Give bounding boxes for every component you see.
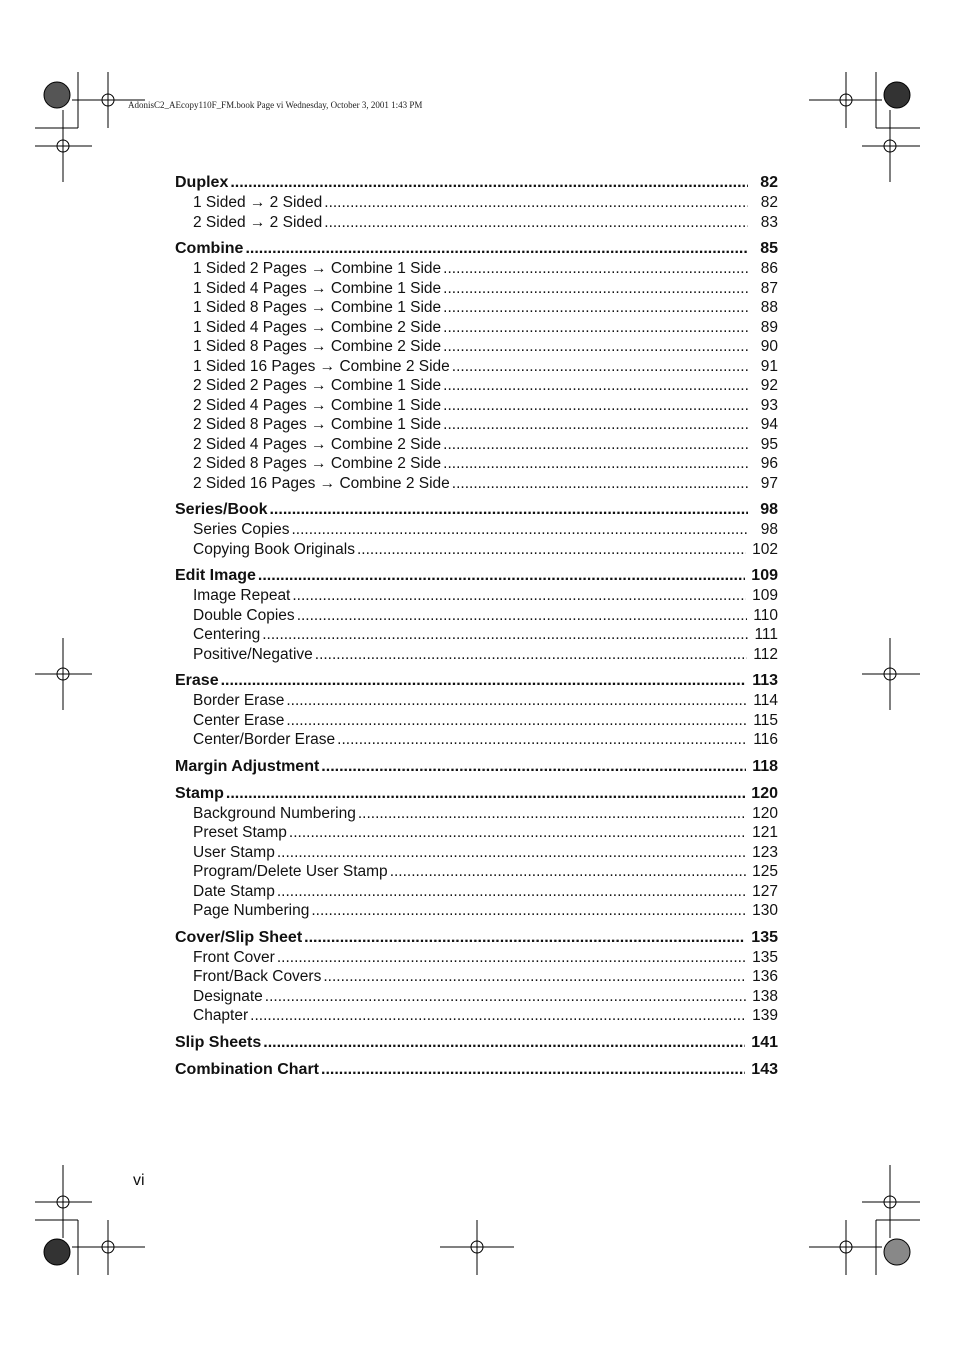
toc-subentry-page: 110 xyxy=(753,606,778,624)
leader-dots xyxy=(230,172,748,193)
toc-subentry-title: 2 Sided 2 Pages → Combine 1 Side xyxy=(193,377,442,394)
leader-dots xyxy=(337,730,747,750)
toc-entry-sub[interactable] xyxy=(175,193,778,213)
toc-subentry-title: 1 Sided → 2 Sided xyxy=(193,194,323,211)
toc-entry-main[interactable] xyxy=(175,927,778,948)
table-of-contents xyxy=(175,172,778,1086)
toc-entry-sub[interactable] xyxy=(175,625,778,645)
leader-dots xyxy=(277,843,746,863)
leader-dots xyxy=(245,238,748,259)
leader-dots xyxy=(277,882,746,902)
page-number: vi xyxy=(133,1172,145,1189)
toc-subentry-page: 98 xyxy=(760,521,778,538)
toc-entry-sub[interactable] xyxy=(175,882,778,902)
toc-entry-sub[interactable] xyxy=(175,337,778,357)
toc-entry-sub[interactable] xyxy=(175,474,778,494)
toc-subentry-page: 88 xyxy=(760,299,778,316)
toc-subentry-title: 2 Sided → 2 Sided xyxy=(193,213,323,231)
toc-subentry-title: Image Repeat xyxy=(193,587,291,604)
toc-entry-sub[interactable] xyxy=(175,279,778,299)
toc-subentry-title: User Stamp xyxy=(193,843,275,861)
leader-dots xyxy=(357,540,746,560)
leader-dots xyxy=(265,987,746,1007)
toc-entry-sub[interactable] xyxy=(175,804,778,824)
toc-entry-sub[interactable] xyxy=(175,901,778,921)
toc-section xyxy=(175,927,778,1026)
toc-subentry-page: 139 xyxy=(752,1007,778,1024)
toc-subentry-page: 138 xyxy=(752,987,778,1005)
toc-section xyxy=(175,565,778,664)
toc-subentry-page: 96 xyxy=(760,455,778,472)
toc-subentry-title: Center/Border Erase xyxy=(193,731,336,748)
toc-entry-sub[interactable] xyxy=(175,711,778,731)
toc-section xyxy=(175,238,778,493)
toc-subentry-title: 1 Sided 4 Pages → Combine 1 Side xyxy=(193,279,442,297)
toc-entry-main[interactable] xyxy=(175,1059,778,1080)
leader-dots xyxy=(443,376,748,396)
leader-dots xyxy=(258,565,745,586)
toc-subentry-page: 94 xyxy=(760,416,778,433)
leader-dots xyxy=(292,520,749,540)
toc-subentry-page: 135 xyxy=(752,948,778,966)
leader-dots xyxy=(452,357,748,377)
leader-dots xyxy=(452,474,748,494)
toc-subentry-page: 86 xyxy=(760,260,778,277)
toc-subentry-page: 136 xyxy=(752,968,778,985)
toc-entry-title: Slip Sheets xyxy=(175,1033,262,1051)
toc-entry-sub[interactable] xyxy=(175,862,778,882)
toc-subentry-page: 91 xyxy=(760,357,778,375)
leader-dots xyxy=(443,337,748,357)
toc-entry-main[interactable] xyxy=(175,756,778,777)
toc-entry-page: 135 xyxy=(751,928,778,946)
toc-entry-title: Erase xyxy=(175,672,219,689)
toc-entry-sub[interactable] xyxy=(175,606,778,626)
toc-entry-title: Edit Image xyxy=(175,567,256,584)
toc-subentry-page: 102 xyxy=(752,540,778,558)
toc-subentry-title: Page Numbering xyxy=(193,902,310,919)
toc-subentry-page: 83 xyxy=(760,213,778,231)
leader-dots xyxy=(226,783,745,804)
toc-subentry-title: 2 Sided 8 Pages → Combine 1 Side xyxy=(193,416,442,433)
toc-entry-title: Combine xyxy=(175,240,244,257)
toc-subentry-title: Front/Back Covers xyxy=(193,968,322,985)
toc-entry-sub[interactable] xyxy=(175,454,778,474)
toc-entry-sub[interactable] xyxy=(175,415,778,435)
toc-section xyxy=(175,499,778,559)
toc-subentry-page: 111 xyxy=(754,626,778,643)
toc-subentry-page: 82 xyxy=(760,194,778,211)
leader-dots xyxy=(358,804,746,824)
toc-entry-page: 118 xyxy=(752,757,778,775)
toc-entry-title: Cover/Slip Sheet xyxy=(175,928,303,946)
toc-entry-main[interactable] xyxy=(175,1032,778,1053)
leader-dots xyxy=(443,279,748,299)
toc-entry-sub[interactable] xyxy=(175,396,778,416)
toc-entry-page: 141 xyxy=(751,1033,778,1051)
toc-subentry-page: 87 xyxy=(760,279,778,297)
toc-subentry-page: 112 xyxy=(753,645,778,663)
toc-subentry-title: 1 Sided 8 Pages → Combine 1 Side xyxy=(193,299,442,316)
toc-subentry-title: 2 Sided 8 Pages → Combine 2 Side xyxy=(193,455,442,472)
leader-dots xyxy=(443,454,748,474)
toc-entry-main[interactable] xyxy=(175,172,778,193)
toc-subentry-page: 121 xyxy=(752,824,778,841)
toc-subentry-page: 93 xyxy=(760,396,778,414)
toc-entry-main[interactable] xyxy=(175,238,778,259)
toc-entry-sub[interactable] xyxy=(175,540,778,560)
toc-entry-sub[interactable] xyxy=(175,376,778,396)
file-header: AdonisC2_AEcopy110F_FM.book Page vi Wednesday, October 3, 2001 1:43 PM xyxy=(128,100,423,110)
leader-dots xyxy=(390,862,746,882)
leader-dots xyxy=(321,1059,745,1080)
leader-dots xyxy=(311,901,746,921)
toc-section xyxy=(175,783,778,921)
toc-subentry-title: Positive/Negative xyxy=(193,645,313,663)
toc-subentry-title: 1 Sided 16 Pages → Combine 2 Side xyxy=(193,357,450,375)
toc-subentry-title: 1 Sided 2 Pages → Combine 1 Side xyxy=(193,260,442,277)
leader-dots xyxy=(262,625,748,645)
toc-subentry-title: Designate xyxy=(193,987,263,1005)
toc-entry-sub[interactable] xyxy=(175,843,778,863)
toc-entry-main[interactable] xyxy=(175,499,778,520)
toc-subentry-page: 127 xyxy=(752,882,778,900)
toc-entry-sub[interactable] xyxy=(175,1006,778,1026)
toc-entry-sub[interactable] xyxy=(175,259,778,279)
toc-entry-main[interactable] xyxy=(175,565,778,586)
toc-subentry-page: 92 xyxy=(760,377,778,394)
toc-subentry-title: Centering xyxy=(193,626,261,643)
toc-entry-page: 143 xyxy=(751,1060,778,1078)
leader-dots xyxy=(292,586,746,606)
toc-entry-title: Combination Chart xyxy=(175,1060,319,1078)
toc-entry-sub[interactable] xyxy=(175,520,778,540)
toc-entry-sub[interactable] xyxy=(175,298,778,318)
toc-entry-sub[interactable] xyxy=(175,318,778,338)
toc-entry-title: Stamp xyxy=(175,784,224,802)
toc-subentry-page: 89 xyxy=(760,318,778,336)
toc-subentry-title: Copying Book Originals xyxy=(193,540,355,558)
toc-entry-page: 109 xyxy=(751,567,778,584)
leader-dots xyxy=(221,670,747,691)
toc-entry-sub[interactable] xyxy=(175,213,778,233)
toc-section xyxy=(175,756,778,777)
leader-dots xyxy=(443,396,748,416)
toc-subentry-page: 130 xyxy=(752,902,778,919)
toc-entry-main[interactable] xyxy=(175,670,778,691)
toc-entry-page: 113 xyxy=(752,672,778,689)
toc-subentry-page: 95 xyxy=(760,435,778,453)
toc-subentry-title: Preset Stamp xyxy=(193,824,287,841)
toc-entry-page: 82 xyxy=(760,174,778,191)
toc-section xyxy=(175,1059,778,1080)
toc-subentry-page: 125 xyxy=(752,863,778,880)
toc-entry-sub[interactable] xyxy=(175,730,778,750)
toc-entry-page: 98 xyxy=(760,501,778,518)
toc-entry-title: Series/Book xyxy=(175,501,268,518)
toc-subentry-title: 2 Sided 4 Pages → Combine 2 Side xyxy=(193,435,442,453)
toc-section xyxy=(175,172,778,232)
leader-dots xyxy=(277,948,746,968)
toc-subentry-title: Background Numbering xyxy=(193,804,356,822)
toc-subentry-page: 114 xyxy=(753,692,778,709)
toc-subentry-title: 1 Sided 4 Pages → Combine 2 Side xyxy=(193,318,442,336)
toc-subentry-title: Series Copies xyxy=(193,521,290,538)
leader-dots xyxy=(304,927,745,948)
toc-section xyxy=(175,670,778,750)
leader-dots xyxy=(324,193,748,213)
leader-dots xyxy=(443,318,748,338)
leader-dots xyxy=(443,435,748,455)
leader-dots xyxy=(286,691,747,711)
toc-entry-sub[interactable] xyxy=(175,967,778,987)
toc-subentry-title: 2 Sided 4 Pages → Combine 1 Side xyxy=(193,396,442,414)
toc-entry-sub[interactable] xyxy=(175,435,778,455)
toc-entry-sub[interactable] xyxy=(175,645,778,665)
toc-section xyxy=(175,1032,778,1053)
toc-entry-page: 85 xyxy=(760,240,778,257)
toc-subentry-title: Center Erase xyxy=(193,711,285,729)
leader-dots xyxy=(323,967,746,987)
toc-subentry-page: 120 xyxy=(752,804,778,822)
toc-entry-sub[interactable] xyxy=(175,823,778,843)
toc-subentry-title: Chapter xyxy=(193,1007,249,1024)
toc-entry-title: Margin Adjustment xyxy=(175,757,320,775)
toc-subentry-title: Date Stamp xyxy=(193,882,275,900)
toc-entry-sub[interactable] xyxy=(175,691,778,711)
toc-subentry-page: 115 xyxy=(753,711,778,729)
toc-subentry-title: 1 Sided 8 Pages → Combine 2 Side xyxy=(193,338,442,355)
toc-entry-sub[interactable] xyxy=(175,987,778,1007)
toc-entry-page: 120 xyxy=(751,784,778,802)
leader-dots xyxy=(297,606,748,626)
toc-entry-title: Duplex xyxy=(175,174,229,191)
toc-subentry-page: 123 xyxy=(752,843,778,861)
toc-subentry-page: 97 xyxy=(760,474,778,492)
leader-dots xyxy=(321,756,746,777)
toc-entry-sub[interactable] xyxy=(175,586,778,606)
toc-subentry-title: Program/Delete User Stamp xyxy=(193,863,388,880)
toc-subentry-page: 116 xyxy=(753,731,778,748)
leader-dots xyxy=(315,645,748,665)
leader-dots xyxy=(443,298,748,318)
leader-dots xyxy=(443,415,748,435)
toc-subentry-title: 2 Sided 16 Pages → Combine 2 Side xyxy=(193,474,450,492)
toc-subentry-title: Border Erase xyxy=(193,692,285,709)
toc-subentry-title: Double Copies xyxy=(193,606,295,624)
leader-dots xyxy=(250,1006,746,1026)
toc-subentry-page: 90 xyxy=(760,338,778,355)
toc-entry-sub[interactable] xyxy=(175,948,778,968)
leader-dots xyxy=(269,499,748,520)
toc-entry-sub[interactable] xyxy=(175,357,778,377)
leader-dots xyxy=(263,1032,745,1053)
leader-dots xyxy=(443,259,748,279)
toc-entry-main[interactable] xyxy=(175,783,778,804)
leader-dots xyxy=(324,213,748,233)
leader-dots xyxy=(289,823,746,843)
toc-subentry-page: 109 xyxy=(752,587,778,604)
toc-subentry-title: Front Cover xyxy=(193,948,275,966)
leader-dots xyxy=(286,711,747,731)
